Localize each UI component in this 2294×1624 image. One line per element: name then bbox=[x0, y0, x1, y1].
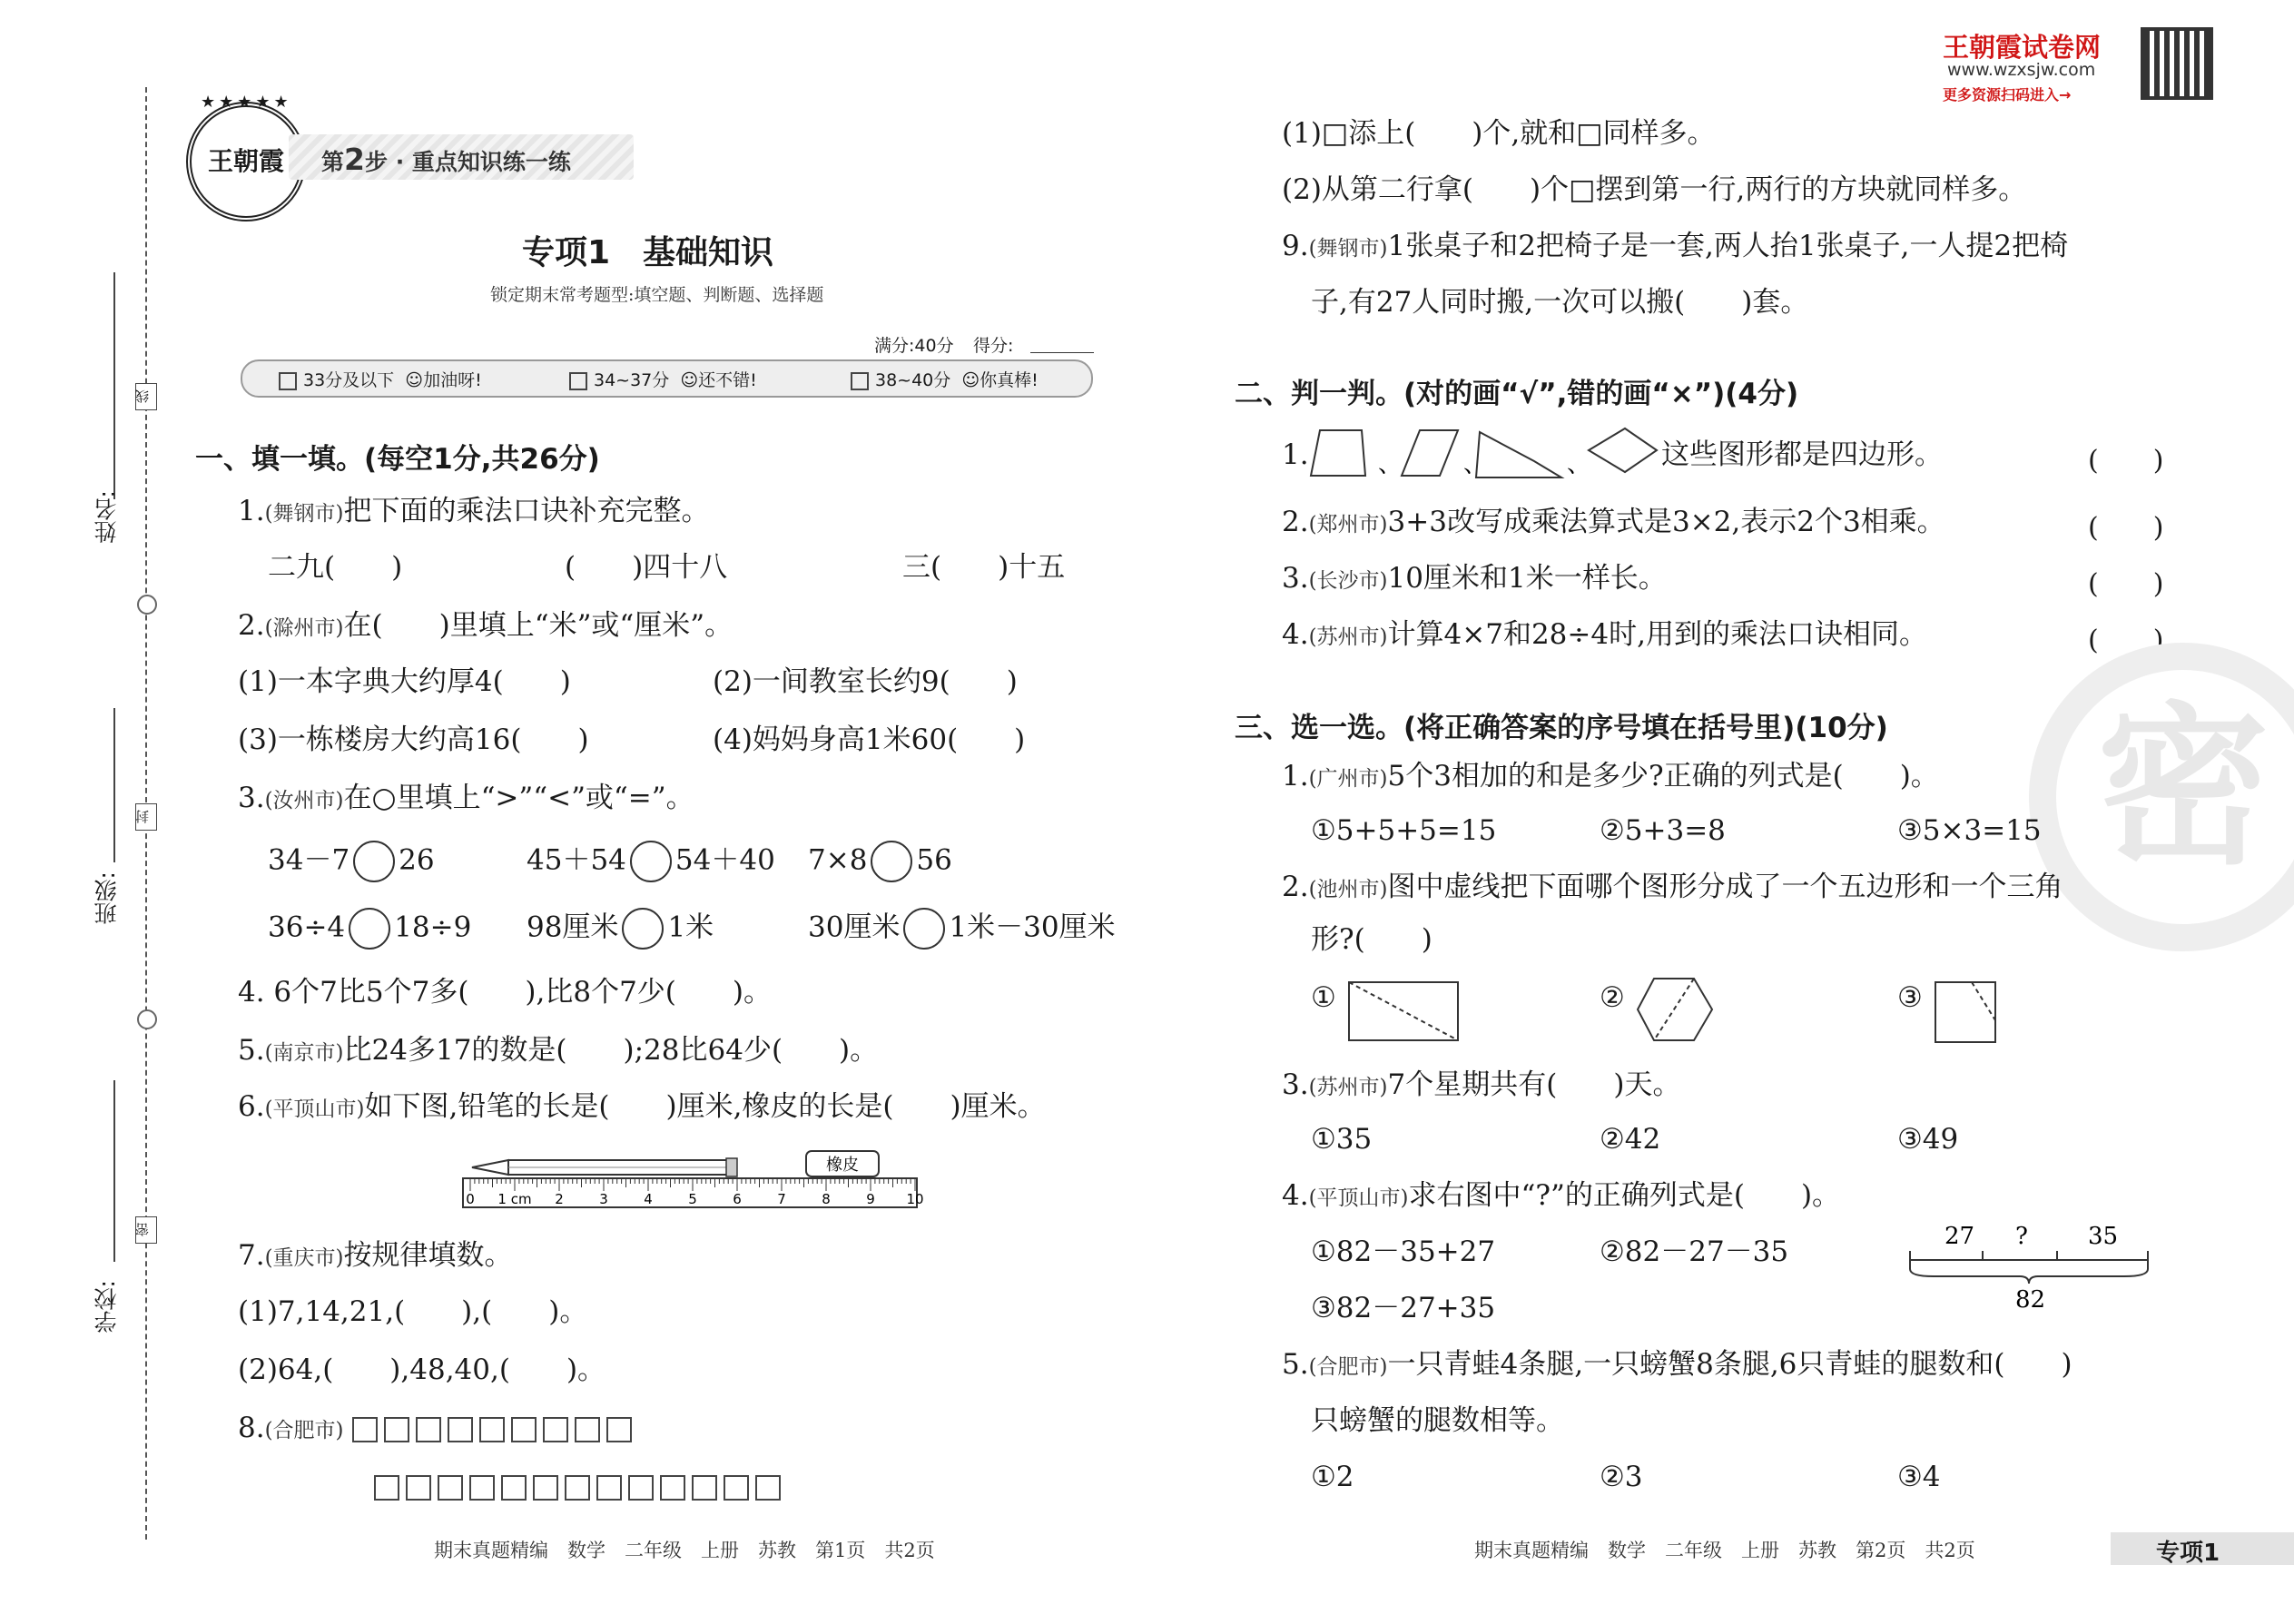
rectangle-diagonal-icon bbox=[1345, 979, 1463, 1044]
q7-part-2[interactable]: (2)64,( ),48,40,( )。 bbox=[238, 1353, 606, 1386]
seal-box-3: 密 bbox=[135, 1216, 157, 1244]
ruler-tick-label: 6 bbox=[733, 1191, 742, 1207]
choice-4-option-c[interactable]: ③82－27+35 bbox=[1311, 1292, 1496, 1324]
ruler-tick-label: 0 bbox=[466, 1191, 475, 1207]
score-blank[interactable] bbox=[1030, 352, 1094, 353]
choice-3-option-a[interactable]: ①35 bbox=[1311, 1123, 1373, 1156]
brand-name: 王朝霞试卷网 bbox=[1943, 32, 2102, 63]
ruler-tick-label: 8 bbox=[822, 1191, 831, 1207]
choice-2-option-a[interactable]: ① bbox=[1311, 981, 1336, 1014]
segment-diagram bbox=[1906, 1216, 2161, 1316]
q8-part-1[interactable]: (1)□添上( )个,就和□同样多。 bbox=[1282, 117, 1716, 150]
parallelogram-icon bbox=[1402, 430, 1458, 476]
section-1-heading: 一、填一填。(每空1分,共26分) bbox=[195, 443, 600, 476]
section-2-heading: 二、判一判。(对的画“√”,错的画“×”)(4分) bbox=[1235, 378, 1799, 410]
judge-4: 4.(苏州市)计算4×7和28÷4时,用到的乘法口诀相同。 bbox=[1282, 618, 1927, 651]
choice-2-cont[interactable]: 形?( ) bbox=[1311, 923, 1433, 956]
question-9-cont[interactable]: 子,有27人同时搬,一次可以搬( )套。 bbox=[1311, 286, 1809, 319]
subtitle: 锁定期末常考题型:填空题、判断题、选择题 bbox=[490, 285, 824, 305]
compare-circle[interactable] bbox=[353, 841, 395, 882]
choice-3-option-c[interactable]: ③49 bbox=[1897, 1123, 1959, 1156]
svg-text:82: 82 bbox=[2015, 1286, 2046, 1314]
rating-checkbox[interactable] bbox=[851, 372, 869, 390]
footer-left: 期末真题精编 数学 二年级 上册 苏教 第1页 共2页 bbox=[434, 1540, 935, 1561]
choice-2-option-b[interactable]: ② bbox=[1600, 981, 1625, 1014]
question-4[interactable]: 4. 6个7比5个7多( ),比8个7少( )。 bbox=[238, 976, 772, 1009]
svg-text:?: ? bbox=[2015, 1223, 2028, 1250]
judge-3-answer[interactable]: ( ) bbox=[2088, 568, 2164, 600]
choice-5: 5.(合肥市)一只青蛙4条腿,一只螃蟹8条腿,6只青蛙的腿数和( ) bbox=[1282, 1348, 2072, 1381]
ruler-tick-label: 4 bbox=[644, 1191, 653, 1207]
brand-tagline: 更多资源扫码进入→ bbox=[1943, 86, 2072, 103]
compare-2: 45＋54 54＋40 bbox=[527, 841, 775, 882]
choice-5-option-b[interactable]: ②3 bbox=[1600, 1461, 1643, 1493]
choice-5-option-c[interactable]: ③4 bbox=[1897, 1461, 1941, 1493]
rating-checkbox[interactable] bbox=[279, 372, 297, 390]
trapezoid-icon bbox=[1311, 430, 1365, 476]
choice-1-option-b[interactable]: ②5+3=8 bbox=[1600, 814, 1726, 847]
square-row-1 bbox=[352, 1412, 638, 1444]
judge-2: 2.(郑州市)3+3改写成乘法算式是3×2,表示2个3相乘。 bbox=[1282, 506, 1945, 538]
score-rating-bar: 33分及以下 ☺加油呀! 34~37分 ☺还不错! 38~40分 ☺你真棒! bbox=[241, 359, 1093, 398]
section-3-heading: 三、选一选。(将正确答案的序号填在括号里)(10分) bbox=[1235, 712, 1888, 744]
pencil-tip-icon bbox=[472, 1160, 508, 1175]
logo-badge-icon: 王朝霞 ★★★★★ bbox=[186, 102, 306, 221]
rhombus-icon bbox=[1589, 428, 1657, 472]
name-line bbox=[113, 272, 115, 499]
seal-circle-icon bbox=[137, 1009, 157, 1029]
school-label: 学校: bbox=[94, 1280, 120, 1334]
compare-circle[interactable] bbox=[871, 841, 912, 882]
qr-code-icon[interactable] bbox=[2141, 27, 2213, 100]
q1-item-c[interactable]: 三( )十五 bbox=[902, 551, 1066, 584]
question-3: 3.(汝州市)在○里填上“>”“<”或“=”。 bbox=[238, 782, 694, 814]
score-label: 得分: bbox=[973, 336, 1014, 356]
ruler-tick-label: 10 bbox=[906, 1191, 924, 1207]
choice-2-option-c[interactable]: ③ bbox=[1897, 981, 1923, 1014]
question-1: 1.(舞钢市)把下面的乘法口诀补充完整。 bbox=[238, 495, 710, 527]
seal-circle-icon bbox=[137, 595, 157, 615]
choice-1: 1.(广州市)5个3相加的和是多少?正确的列式是( )。 bbox=[1282, 760, 1939, 792]
compare-circle[interactable] bbox=[903, 908, 945, 950]
choice-3: 3.(苏州市)7个星期共有( )天。 bbox=[1282, 1068, 1681, 1101]
ruler-tick-label: 2 bbox=[555, 1191, 564, 1207]
eraser-label: 橡皮 bbox=[826, 1156, 859, 1175]
judge-1-answer[interactable]: ( ) bbox=[2088, 445, 2164, 477]
section-tag: 专项1 bbox=[2111, 1532, 2294, 1565]
svg-text:、: 、 bbox=[1463, 451, 1488, 478]
ruler-tick-label: 7 bbox=[777, 1191, 786, 1207]
ruler-tick-label: 9 bbox=[866, 1191, 875, 1207]
compare-6: 30厘米 1米－30厘米 bbox=[808, 908, 1116, 950]
q2-part-3[interactable]: (3)一栋楼房大约高16( ) bbox=[238, 723, 589, 756]
svg-text:、: 、 bbox=[1567, 451, 1591, 478]
question-7: 7.(重庆市)按规律填数。 bbox=[238, 1239, 513, 1272]
footer-right: 期末真题精编 数学 二年级 上册 苏教 第2页 共2页 bbox=[1474, 1540, 1975, 1561]
svg-text:、: 、 bbox=[1378, 451, 1403, 478]
ruler-tick-label: 3 bbox=[599, 1191, 608, 1207]
question-2: 2.(滁州市)在( )里填上“米”或“厘米”。 bbox=[238, 609, 733, 642]
judge-1: 1. bbox=[1282, 438, 1309, 471]
square-diagonal-icon bbox=[1932, 979, 1999, 1046]
question-9: 9.(舞钢市)1张桌子和2把椅子是一套,两人抬1张桌子,一人提2把椅 bbox=[1282, 230, 2069, 262]
compare-circle[interactable] bbox=[630, 841, 672, 882]
page-title: 专项1 基础知识 bbox=[522, 234, 774, 271]
choice-5-option-a[interactable]: ①2 bbox=[1311, 1461, 1354, 1493]
secret-seal-watermark: 密 bbox=[2029, 643, 2294, 951]
judge-3: 3.(长沙市)10厘米和1米一样长。 bbox=[1282, 562, 1667, 595]
question-5[interactable]: 5.(南京市)比24多17的数是( );28比64少( )。 bbox=[238, 1034, 879, 1067]
svg-text:27: 27 bbox=[1944, 1223, 1975, 1250]
compare-1: 34－7 26 bbox=[268, 841, 435, 882]
name-label: 姓名: bbox=[94, 490, 120, 544]
class-label: 班级: bbox=[94, 871, 120, 925]
choice-4-option-a[interactable]: ①82－35+27 bbox=[1311, 1235, 1496, 1268]
judge-2-answer[interactable]: ( ) bbox=[2088, 512, 2164, 544]
seal-box-1: 线 bbox=[135, 383, 157, 410]
quad-icon bbox=[1476, 432, 1561, 477]
judge-1-text: 这些图形都是四边形。 bbox=[1661, 438, 1943, 471]
choice-3-option-b[interactable]: ②42 bbox=[1600, 1123, 1661, 1156]
ruler-tick-label: 5 bbox=[688, 1191, 697, 1207]
choice-5-cont[interactable]: 只螃蟹的腿数相等。 bbox=[1311, 1404, 1564, 1437]
choice-1-option-a[interactable]: ①5+5+5=15 bbox=[1311, 814, 1497, 847]
seal-box-2: 封 bbox=[135, 803, 157, 831]
judge-4-answer[interactable]: ( ) bbox=[2088, 625, 2164, 656]
rating-checkbox[interactable] bbox=[569, 372, 587, 390]
compare-4: 36÷4 18÷9 bbox=[268, 908, 471, 950]
q2-part-4[interactable]: (4)妈妈身高1米60( ) bbox=[713, 723, 1026, 756]
ruler-figure bbox=[454, 1142, 926, 1215]
compare-circle[interactable] bbox=[622, 908, 664, 950]
brand-url[interactable]: www.wzxsjw.com bbox=[1947, 60, 2096, 80]
q8-part-2[interactable]: (2)从第二行拿( )个□摆到第一行,两行的方块就同样多。 bbox=[1282, 173, 2027, 206]
q1-item-a[interactable]: 二九( ) bbox=[268, 551, 403, 584]
compare-5: 98厘米 1米 bbox=[527, 908, 714, 950]
q2-part-2[interactable]: (2)一间教室长约9( ) bbox=[713, 665, 1018, 698]
q7-part-1[interactable]: (1)7,14,21,( ),( )。 bbox=[238, 1295, 588, 1328]
q1-item-b[interactable]: ( )四十八 bbox=[565, 551, 728, 584]
compare-circle[interactable] bbox=[349, 908, 390, 950]
square-row-2 bbox=[374, 1469, 787, 1503]
class-line bbox=[113, 708, 115, 862]
svg-text:35: 35 bbox=[2088, 1223, 2119, 1250]
question-6[interactable]: 6.(平顶山市)如下图,铅笔的长是( )厘米,橡皮的长是( )厘米。 bbox=[238, 1090, 1046, 1123]
q2-part-1[interactable]: (1)一本字典大约厚4( ) bbox=[238, 665, 571, 698]
quadrilateral-shapes bbox=[1307, 425, 1670, 483]
full-score: 满分:40分 bbox=[874, 336, 954, 356]
hexagon-icon bbox=[1634, 973, 1716, 1046]
school-line bbox=[113, 1080, 115, 1262]
choice-2: 2.(池州市)图中虚线把下面哪个图形分成了一个五边形和一个三角 bbox=[1282, 871, 2063, 903]
step-banner: 第2步 · 重点知识练一练 bbox=[289, 134, 634, 180]
ruler-tick-label: 1 cm bbox=[497, 1191, 532, 1207]
choice-1-option-c[interactable]: ③5×3=15 bbox=[1897, 814, 2042, 847]
choice-4: 4.(平顶山市)求右图中“?”的正确列式是( )。 bbox=[1282, 1179, 1841, 1212]
choice-4-option-b[interactable]: ②82－27－35 bbox=[1600, 1235, 1789, 1268]
compare-3: 7×8 56 bbox=[808, 841, 952, 882]
question-8: 8.(合肥市) bbox=[238, 1411, 638, 1448]
